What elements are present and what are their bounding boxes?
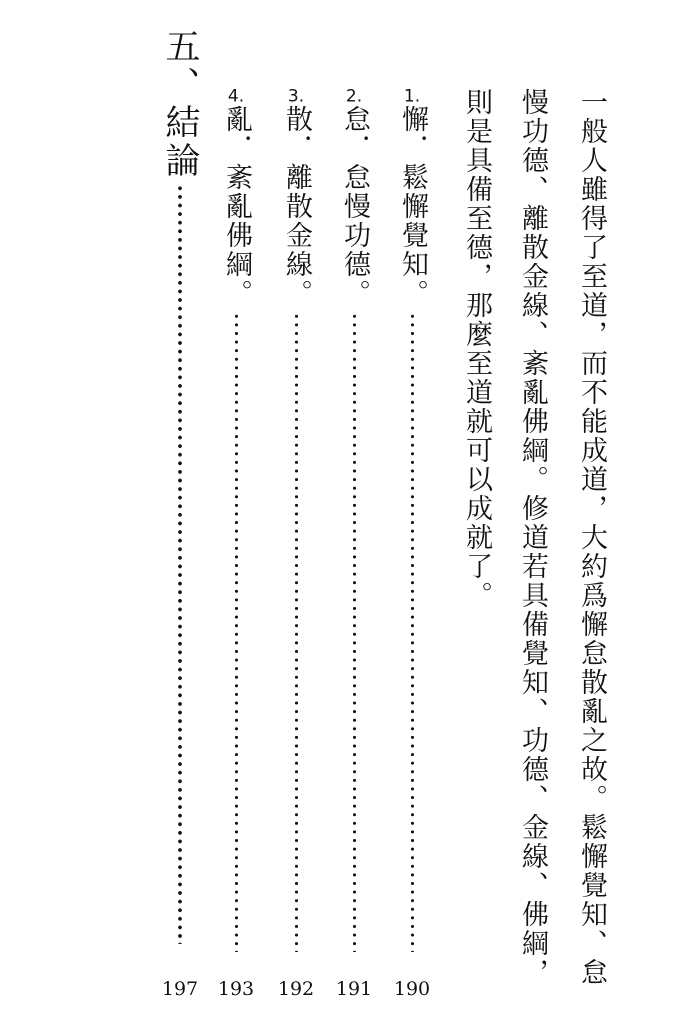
toc-entry-1	[393, 88, 431, 1000]
toc-entry-label	[338, 88, 370, 308]
toc-entry-title: 懈．鬆懈覺知。	[397, 105, 428, 308]
toc-heading-conclusion	[160, 28, 200, 1000]
toc-entry-label	[280, 88, 312, 308]
dot-leader	[353, 312, 356, 952]
dot-leader	[411, 312, 414, 952]
toc-page-number: 197	[161, 978, 199, 1000]
toc-page-number: 191	[335, 978, 373, 1000]
toc-entry-label	[220, 88, 252, 308]
toc-entry-title: 怠．怠慢功德。	[339, 105, 370, 308]
toc-page-number: 192	[277, 978, 315, 1000]
body-text-column-3: 則是具備至德，那麼至道就可以成就了。	[461, 88, 492, 610]
toc-entry-label	[396, 88, 428, 308]
toc-page-number: 193	[217, 978, 255, 1000]
toc-entry-2	[335, 88, 373, 1000]
section-heading: 五、結論	[160, 28, 200, 180]
toc-entry-3	[277, 88, 315, 1000]
toc-entry-number: 2.	[345, 88, 363, 105]
body-text-column-2: 慢功德、離散金線、紊亂佛綱。修道若具備覺知、功德、金線、佛綱，	[517, 88, 548, 987]
toc-entry-4	[217, 88, 255, 1000]
toc-entry-title: 散．離散金線。	[281, 105, 312, 308]
dot-leader	[235, 312, 238, 952]
dot-leader	[295, 312, 298, 952]
toc-entry-number: 4.	[227, 88, 245, 105]
dot-leader	[178, 184, 182, 944]
toc-entry-title: 亂．紊亂佛綱。	[221, 105, 252, 308]
body-text-column-1: 一般人雖得了至道，而不能成道，大約爲懈怠散亂之故。鬆懈覺知、怠	[576, 88, 607, 987]
toc-entry-number: 1.	[403, 88, 421, 105]
toc-page-number: 190	[393, 978, 431, 1000]
toc-entry-number: 3.	[287, 88, 305, 105]
